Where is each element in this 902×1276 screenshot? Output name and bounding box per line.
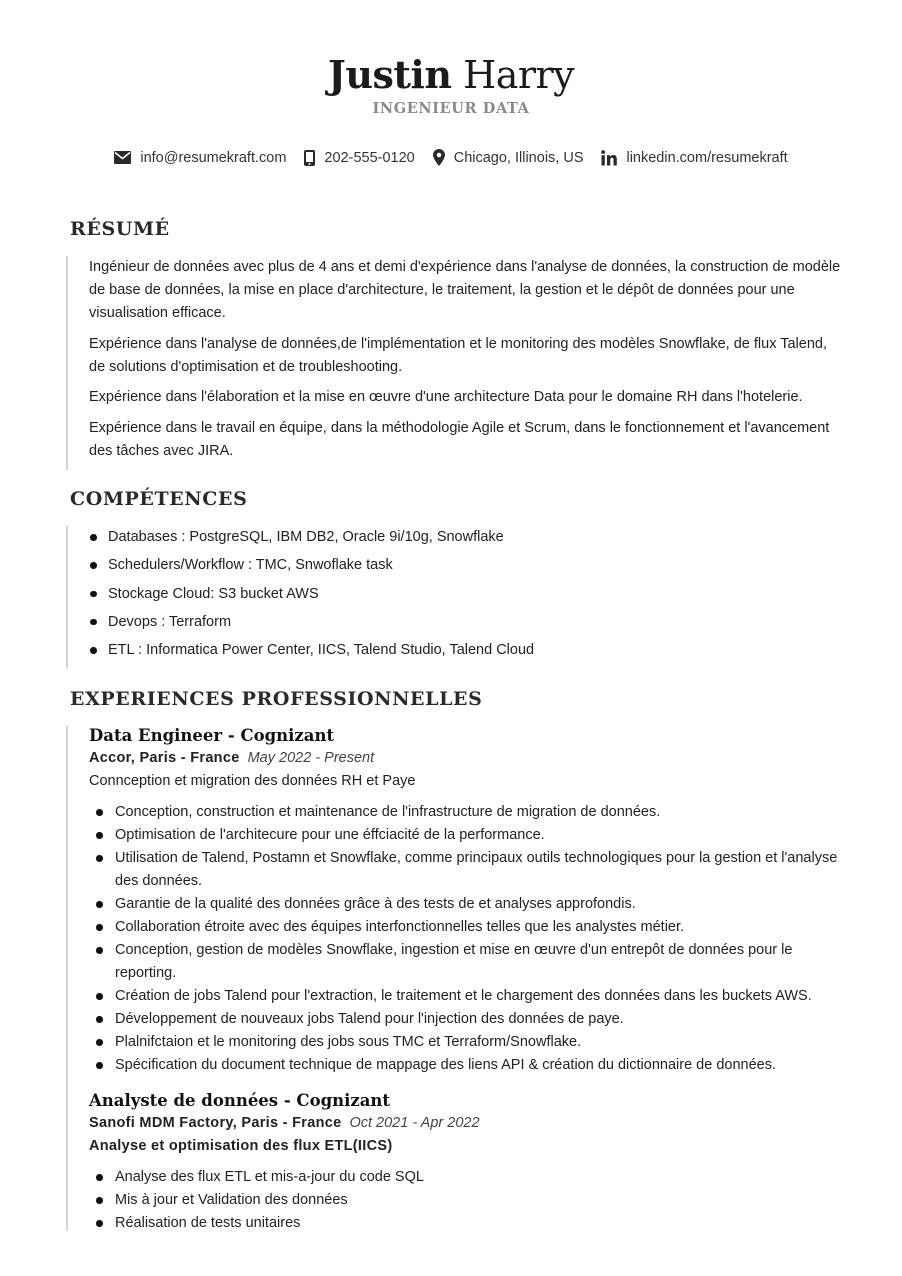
- skill-item: ETL : Informatica Power Center, IICS, Talend Studio, Talend Cloud: [89, 639, 534, 667]
- job-company: Accor, Paris - France: [89, 750, 240, 766]
- header: [0, 52, 902, 117]
- summary-paragraph: Expérience dans le travail en équipe, dans la méthodologie Agile et Scrum, dans le fonctionnement et l'avancement des tâches avec JIRA.: [89, 419, 830, 459]
- job-bullet: Conception, gestion de modèles Snowflake, ingestion et mise en œuvre d'un entrepôt de données pour le reporting.: [89, 939, 845, 985]
- job-role: Data Engineer - Cognizant: [89, 726, 335, 745]
- contact-location-text: Chicago, Illinois, US: [453, 149, 584, 166]
- summary-rail: [66, 256, 68, 470]
- summary-paragraph: Expérience dans l'élaboration et la mise en œuvre d'une architecture Data pour le domaine RH dans l'hotelerie.: [89, 389, 803, 405]
- contact-linkedin[interactable]: [601, 150, 787, 166]
- skill-item: Stockage Cloud: S3 bucket AWS: [89, 583, 534, 611]
- job-bullet: Optimisation de l'architecure pour une éffciacité de la performance.: [89, 824, 845, 847]
- skills-list: [89, 526, 534, 667]
- contact-bar: [0, 149, 902, 166]
- summary-heading: RÉSUMÉ: [70, 218, 170, 240]
- job-bullets: [89, 801, 845, 1077]
- job-meta: [89, 1112, 845, 1135]
- contact-email-text: info@resumekraft.com: [140, 149, 287, 166]
- contact-location: [433, 149, 584, 166]
- contact-linkedin-text: linkedin.com/resumekraft: [626, 149, 788, 166]
- location-icon: [433, 149, 445, 166]
- job-entry: [89, 724, 845, 1077]
- job-title: INGENIEUR DATA: [372, 100, 530, 117]
- candidate-name: [0, 52, 902, 98]
- job-bullet: Mis à jour et Validation des données: [89, 1189, 845, 1212]
- job-bullet: Garantie de la qualité des données grâce à des tests de et analyses approfondis.: [89, 893, 845, 916]
- email-icon: [114, 151, 131, 164]
- summary-section: [89, 256, 845, 470]
- skill-item: Devops : Terraform: [89, 611, 534, 639]
- job-bullets: [89, 1166, 845, 1235]
- job-bullet: Collaboration étroite avec des équipes interfonctionnelles telles que les analystes métier.: [89, 916, 845, 939]
- skill-item: Databases : PostgreSQL, IBM DB2, Oracle 9i/10g, Snowflake: [89, 526, 534, 554]
- experience-rail: [66, 726, 68, 1231]
- job-bullet: Spécification du document technique de mappage des liens API & création du dictionnaire de données.: [89, 1054, 845, 1077]
- job-bullet: Analyse des flux ETL et mis-a-jour du code SQL: [89, 1166, 845, 1189]
- last-name: Harry: [463, 53, 575, 97]
- job-bullet: Conception, construction et maintenance de l'infrastructure de migration de données.: [89, 801, 845, 824]
- job-entry: [89, 1089, 845, 1235]
- experience-heading: EXPERIENCES PROFESSIONNELLES: [70, 688, 483, 710]
- skill-item: Schedulers/Workflow : TMC, Snwoflake task: [89, 554, 534, 582]
- job-role: Analyste de données - Cognizant: [89, 1091, 391, 1110]
- job-bullet: Plalnifctaion et le monitoring des jobs sous TMC et Terraform/Snowflake.: [89, 1031, 845, 1054]
- job-dates: Oct 2021 - Apr 2022: [349, 1115, 480, 1131]
- job-bullet: Utilisation de Talend, Postamn et Snowflake, comme principaux outils technologiques pour la gestion et l'analyse des données.: [89, 847, 845, 893]
- job-bullet: Création de jobs Talend pour l'extraction, le traitement et le chargement des données dans les buckets AWS.: [89, 985, 845, 1008]
- contact-phone[interactable]: [304, 150, 414, 166]
- linkedin-icon: [601, 150, 617, 166]
- job-description: Analyse et optimisation des flux ETL(IICS): [89, 1138, 393, 1154]
- contact-email[interactable]: [114, 150, 286, 166]
- first-name: Justin: [327, 52, 452, 97]
- phone-icon: [304, 150, 315, 166]
- job-meta: [89, 747, 845, 770]
- skills-heading: COMPÉTENCES: [70, 488, 248, 510]
- job-dates: May 2022 - Present: [247, 750, 375, 766]
- job-company: Sanofi MDM Factory, Paris - France: [89, 1115, 342, 1131]
- job-description: Connception et migration des données RH et Paye: [89, 773, 416, 789]
- skills-rail: [66, 526, 68, 669]
- contact-phone-text: 202-555-0120: [324, 149, 415, 166]
- job-bullet: Développement de nouveaux jobs Talend pour l'injection des données de paye.: [89, 1008, 845, 1031]
- summary-paragraph: Expérience dans l'analyse de données,de l'implémentation et le monitoring des modèles Snowflake, de flux Talend, de solutions d'optimisation et de troubleshooting.: [89, 335, 827, 375]
- job-bullet: Réalisation de tests unitaires: [89, 1212, 845, 1235]
- summary-paragraph: Ingénieur de données avec plus de 4 ans et demi d'expérience dans l'analyse de données, la construction de modèle de base de données, la mise en place d'architecture, le traitement, la gestion et le dépôt de données pour une visualisation efficace.: [89, 259, 841, 321]
